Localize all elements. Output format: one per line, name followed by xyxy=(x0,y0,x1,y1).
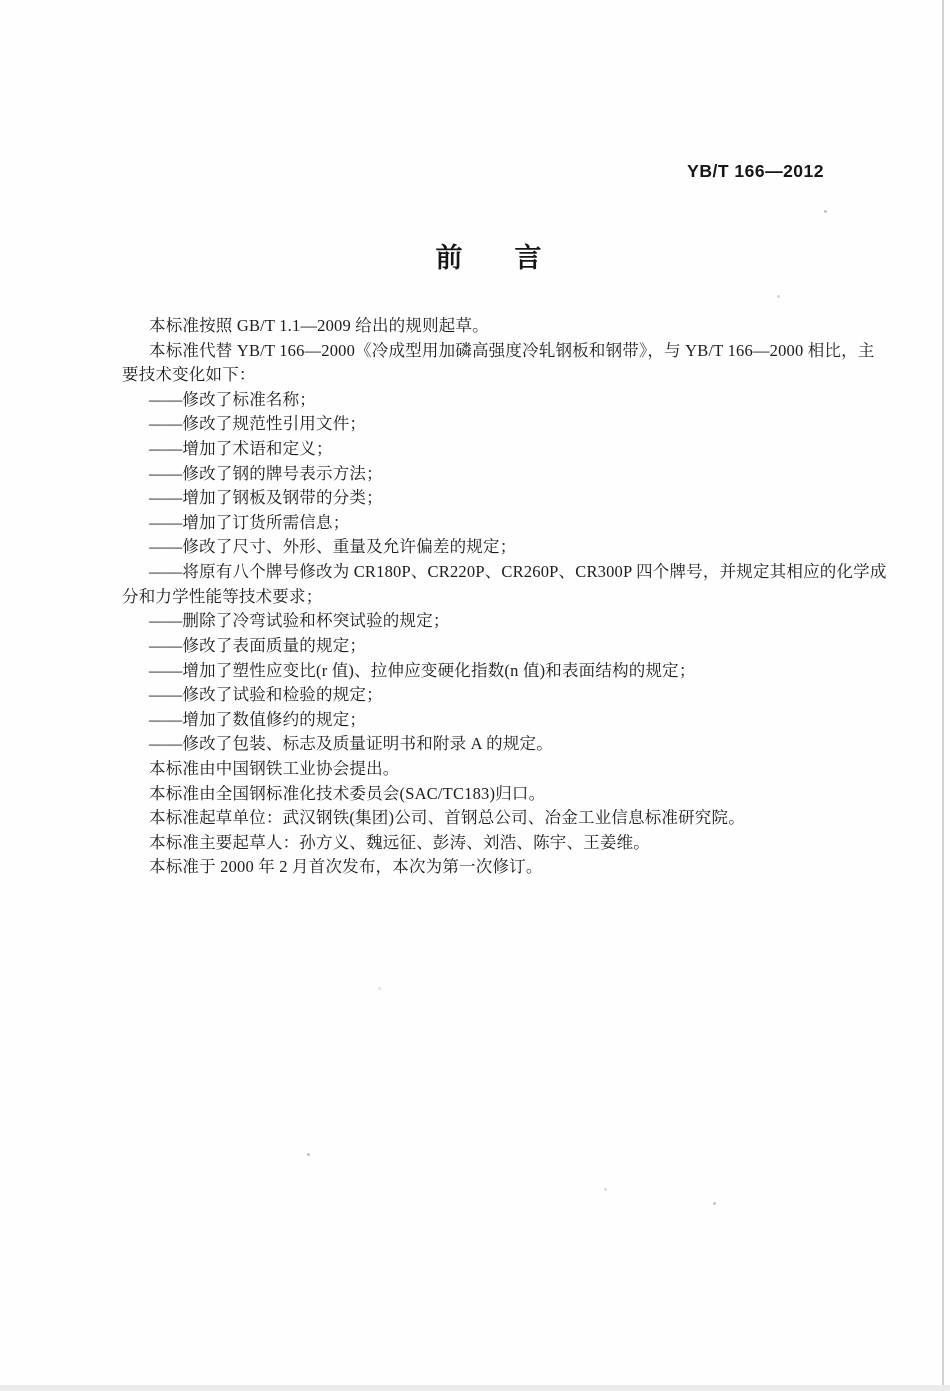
text-line: 本标准于 2000 年 2 月首次发布，本次为第一次修订。 xyxy=(149,857,543,877)
text-line: ——修改了尺寸、外形、重量及允许偏差的规定； xyxy=(149,537,517,557)
text-line: 本标准按照 GB/T 1.1—2009 给出的规则起草。 xyxy=(149,316,489,335)
document-number: YB/T 166—2012 xyxy=(687,161,824,181)
text-line: ——删除了冷弯试验和杯突试验的规定； xyxy=(149,611,450,631)
text-line: ——修改了包装、标志及质量证明书和附录 A 的规定。 xyxy=(149,734,553,754)
text-line: ——修改了标准名称； xyxy=(149,389,316,409)
text-line: 本标准起草单位：武汉钢铁(集团)公司、首钢总公司、冶金工业信息标准研究院。 xyxy=(149,808,745,828)
text-line: ——增加了订货所需信息； xyxy=(149,512,350,532)
scan-speck xyxy=(307,1153,310,1156)
scan-speck xyxy=(824,210,827,213)
scan-edge-right xyxy=(942,0,944,1391)
text-line: 本标准由中国钢铁工业协会提出。 xyxy=(149,758,400,778)
scan-edge-bottom xyxy=(0,1385,950,1391)
scan-speck xyxy=(713,1202,716,1205)
text-line: ——增加了钢板及钢带的分类； xyxy=(149,488,383,508)
text-line: 本标准代替 YB/T 166—2000《冷成型用加磷高强度冷轧钢板和钢带》，与 YB/T 166—2000 相比，主 xyxy=(149,340,875,360)
scan-speck xyxy=(777,295,780,298)
scan-speck xyxy=(604,1188,607,1191)
text-line: ——增加了术语和定义； xyxy=(149,439,333,459)
scan-speck xyxy=(378,987,381,990)
text-line: ——修改了钢的牌号表示方法； xyxy=(149,463,383,483)
text-line: 本标准主要起草人：孙方义、魏远征、彭涛、刘浩、陈宇、王姜维。 xyxy=(149,832,650,852)
text-line: ——修改了表面质量的规定； xyxy=(149,635,367,655)
text-line: ——将原有八个牌号修改为 CR180P、CR220P、CR260P、CR300P 四个牌号，并规定其相应的化学成 xyxy=(149,562,887,582)
text-line: 要技术变化如下： xyxy=(122,365,256,385)
text-line: ——增加了塑性应变比(r 值)、拉伸应变硬化指数(n 值)和表面结构的规定； xyxy=(149,660,696,680)
text-line: ——增加了数值修约的规定； xyxy=(149,709,367,729)
page-title: 前言 xyxy=(435,243,594,273)
text-line: ——修改了规范性引用文件； xyxy=(149,414,367,434)
text-line: 本标准由全国钢标准化技术委员会(SAC/TC183)归口。 xyxy=(149,783,546,803)
text-line: ——修改了试验和检验的规定； xyxy=(149,685,383,705)
foreword-body xyxy=(122,314,887,880)
text-line: 分和力学性能等技术要求； xyxy=(122,586,323,606)
